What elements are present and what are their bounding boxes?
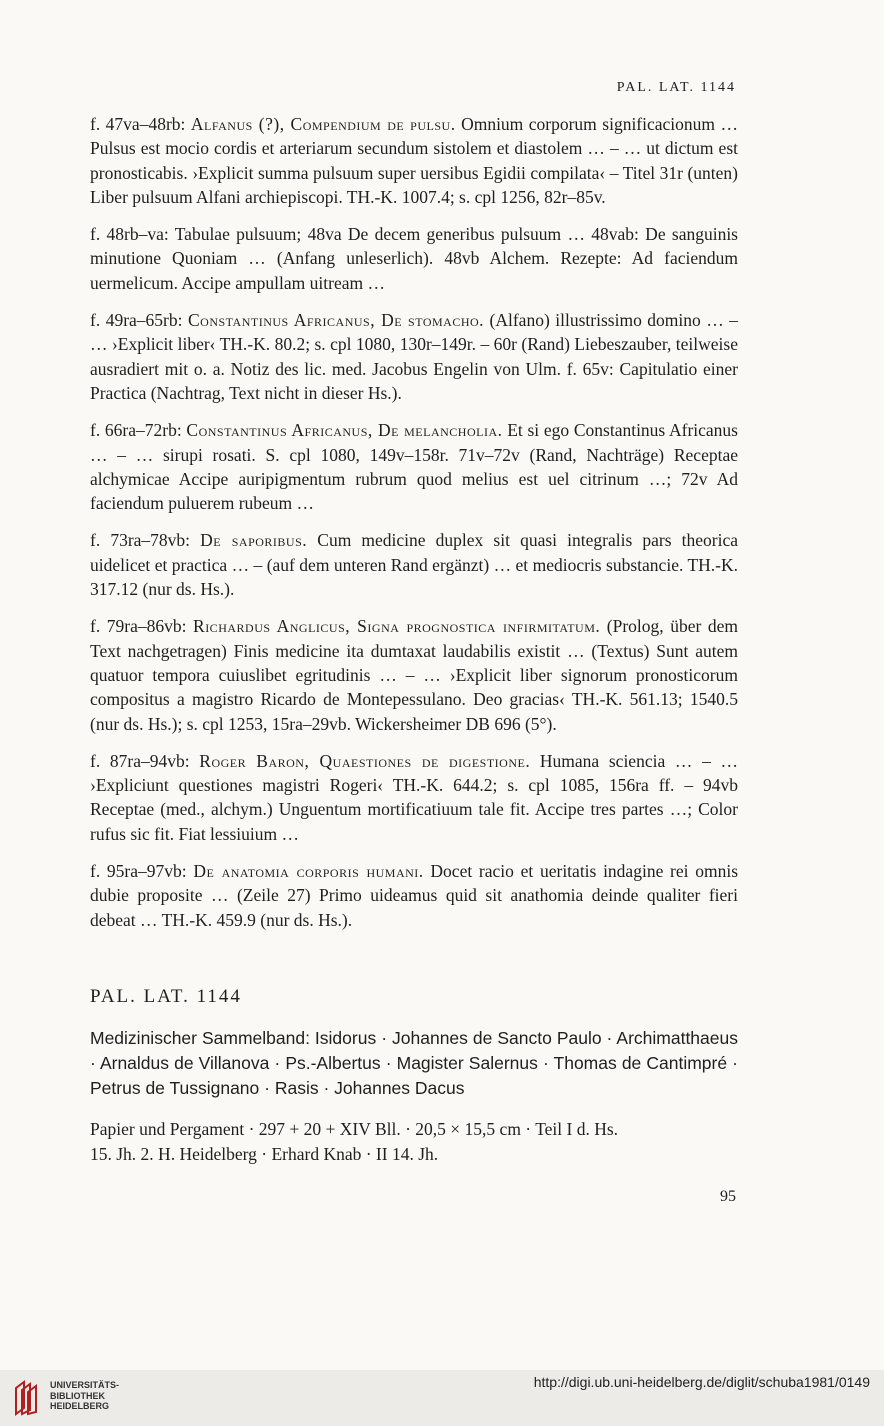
entry-body: (Prolog, über dem Text nachgetragen) Finis medicine ita dumtaxat laudabilis existit … (Textus) Sunt autem quatuor tempora cuiuslibet egritudinis … – … ›Explicit liber signorum pronosticorum compositus a magistro Ricardo de Montepessulano. Deo gracias‹ TH.-K. 561.13; 1540.5 (nur ds. Hs.); s. cpl 1253, 15ra–29vb. Wickersheimer DB 696 (5°). xyxy=(90,616,738,734)
entry xyxy=(90,418,738,515)
entry-title: Richardus Anglicus, Signa prognostica infirmitatum. xyxy=(193,616,601,637)
entry-title: Constantinus Africanus, De melancholia. xyxy=(186,420,503,441)
footer-bar xyxy=(0,1370,884,1426)
entry-body: (Alfano) illustrissimo domino … – … ›Explicit liber‹ TH.-K. 80.2; s. cpl 1080, 130r–149r. – 60r (Rand) Liebeszauber, teilweise ausradiert mit o. a. Notiz des lic. med. Jacobus Engelin von Ulm. f. 65v: Capitulatio einer Practica (Nachtrag, Text nicht in dieser Hs.). xyxy=(90,310,739,403)
physical-description xyxy=(90,1117,738,1167)
folio-ref: f. 73ra–78vb: xyxy=(90,530,191,551)
folio-ref: f. 49ra–65rb: xyxy=(90,310,183,331)
entry xyxy=(90,528,738,601)
entry xyxy=(90,308,738,405)
entry-title: Constantinus Africanus, De stomacho. xyxy=(187,310,485,331)
entry-title: Roger Baron, Quaestiones de digestione. xyxy=(199,750,531,771)
physical-line-1: Papier und Pergament · 297 + 20 + XIV Bll. · 20,5 × 15,5 cm · Teil I d. Hs. xyxy=(90,1119,619,1139)
folio-ref: f. 48rb–va: xyxy=(90,224,169,245)
logo-line: HEIDELBERG xyxy=(50,1401,110,1411)
logo-line: BIBLIOTHEK xyxy=(50,1390,105,1401)
entry-body: Et si ego Constantinus Africanus … – … sirupi rosati. S. cpl 1080, 149v–158r. 71v–72v (Rand, Nachträge) Receptae alchymicae Accipe auripigmentum rubrum quod melius est uel citrinum …; 72v Ad faciendum puluerem rubeum … xyxy=(90,420,738,514)
entry xyxy=(90,614,738,735)
entry-body: Tabulae pulsuum; 48va De decem generibus pulsuum … 48vab: De sanguinis minutione Quoniam … (Anfang unleserlich). 48vb Alchem. Rezepte: Ad faciendum uermelicum. Accipe ampullam uitream … xyxy=(90,224,738,293)
folio-ref: f. 87ra–94vb: xyxy=(90,750,190,771)
folio-ref: f. 66ra–72rb: xyxy=(90,420,182,441)
section-heading: PAL. LAT. 1144 xyxy=(90,986,242,1007)
logo-line: UNIVERSITÄTS- xyxy=(50,1380,120,1390)
library-logo-icon xyxy=(10,1378,44,1418)
entries-list xyxy=(90,112,738,945)
contents-description: Medizinischer Sammelband: Isidorus · Johannes de Sancto Paulo · Archimatthaeus · Arnaldus de Villanova · Ps.-Albertus · Magister Salernus · Thomas de Cantimpré · Petrus de Tussignano · Rasis · Johannes Dacus xyxy=(90,1028,738,1098)
entry xyxy=(90,749,738,846)
entry-title: De anatomia corporis humani. xyxy=(193,861,424,882)
folio-ref: f. 79ra–86vb: xyxy=(90,616,187,637)
folio-ref: f. 47va–48rb: xyxy=(90,114,186,134)
physical-line-2: 15. Jh. 2. H. Heidelberg · Erhard Knab · II 14. Jh. xyxy=(90,1144,439,1164)
entry xyxy=(90,222,738,295)
entry-body: Omnium corporum significacionum … Pulsus est mocio cordis et arteriarum secundum sistolem et diastolem … – … ut dictum est pronosticabis. ›Explicit summa pulsuum super uersibus Egidii compilata‹ – Titel 31r (unten) Liber pulsuum Alfani archiepiscopi. TH.-K. 1007.4; s. cpl 1256, 82r–85v. xyxy=(90,114,739,207)
entry-body: Humana sciencia … – … ›Expliciunt questiones magistri Rogeri‹ TH.-K. 644.2; s. cpl 1085, 156ra ff. – 94vb Receptae (med., alchym.) Unguentum mortificatiuum tale fit. Accipe tres partes …; Color rufus sic fit. Fiat lessiuium … xyxy=(90,750,739,844)
entry-body: Cum medicine duplex sit quasi integralis pars theorica uidelicet et practica … – (auf dem unteren Rand ergänzt) … et mediocris substancie. TH.-K. 317.12 (nur ds. Hs.). xyxy=(90,530,738,600)
entry-title: De saporibus. xyxy=(200,530,308,551)
page-number: 95 xyxy=(720,1188,736,1205)
library-logo-text xyxy=(50,1380,119,1412)
entry-body: Docet racio et ueritatis indagine rei omnis dubie proposite … (Zeile 27) Primo uideamus quid sit anathomia deinde qualiter fieri debeat … TH.-K. 459.9 (nur ds. Hs.). xyxy=(90,861,739,930)
entry-title: Alfanus (?), Compendium de pulsu. xyxy=(190,114,456,134)
folio-ref: f. 95ra–97vb: xyxy=(90,861,187,882)
running-head: PAL. LAT. 1144 xyxy=(616,80,736,95)
entry xyxy=(90,112,738,209)
source-url-link[interactable]: http://digi.ub.uni-heidelberg.de/diglit/schuba1981/0149 xyxy=(533,1374,870,1390)
entry xyxy=(90,859,738,932)
